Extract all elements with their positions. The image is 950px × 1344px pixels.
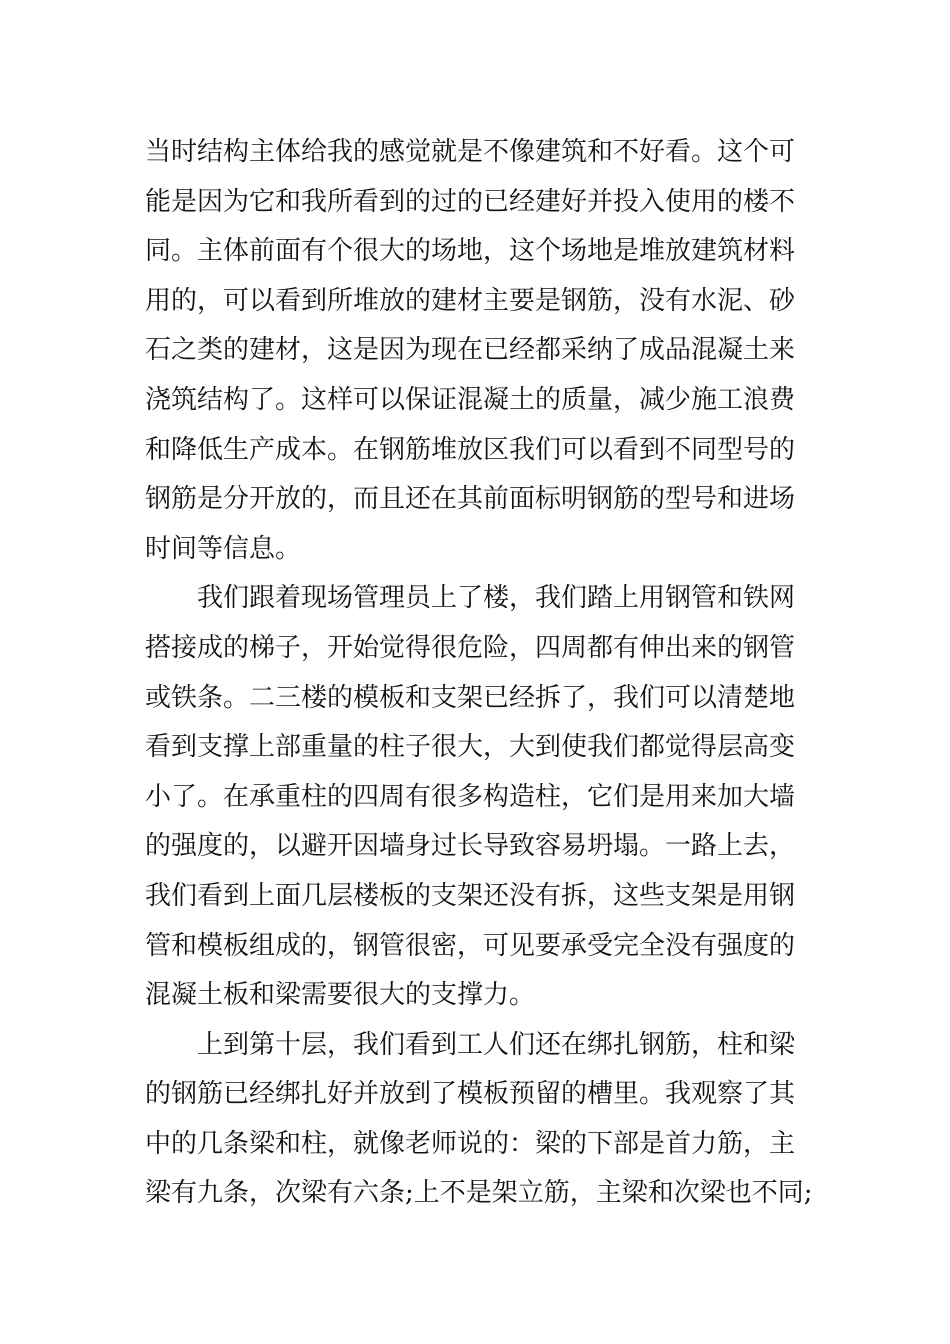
paragraph-1-line-5: 石之类的建材，这是因为现在已经都采纳了成品混凝土来 (145, 335, 796, 366)
paragraph-3-line-2: 的钢筋已经绑扎好并放到了模板预留的槽里。我观察了其 (145, 1079, 796, 1110)
paragraph-1-line-7: 和降低生产成本。在钢筋堆放区我们可以看到不同型号的 (145, 434, 796, 465)
paragraph-1-line-8: 钢筋是分开放的，而且还在其前面标明钢筋的型号和进场 (145, 484, 796, 515)
paragraph-1-line-1: 当时结构主体给我的感觉就是不像建筑和不好看。这个可 (145, 137, 796, 167)
paragraph-1-line-3: 同。主体前面有个很大的场地，这个场地是堆放建筑材料 (145, 236, 796, 267)
paragraph-2-line-5: 小了。在承重柱的四周有很多构造柱，它们是用来加大墙 (145, 781, 796, 812)
paragraph-3-line-4: 梁有九条，次梁有六条;上不是架立筋，主梁和次梁也不同; (145, 1178, 813, 1209)
paragraph-2-line-3: 或铁条。二三楼的模板和支架已经拆了，我们可以清楚地 (145, 682, 796, 713)
paragraph-2-line-4: 看到支撑上部重量的柱子很大，大到使我们都觉得层高变 (145, 732, 796, 763)
paragraph-2-line-9: 混凝土板和梁需要很大的支撑力。 (145, 980, 536, 1011)
paragraph-3-line-3: 中的几条梁和柱，就像老师说的：梁的下部是首力筋，主 (145, 1128, 796, 1159)
paragraph-1-line-9: 时间等信息。 (145, 533, 302, 564)
body-text (145, 128, 825, 1219)
paragraph-1-line-6: 浇筑结构了。这样可以保证混凝土的质量，减少施工浪费 (145, 384, 796, 415)
paragraph-1-line-2: 能是因为它和我所看到的过的已经建好并投入使用的楼不 (145, 186, 796, 217)
paragraph-2-line-1: 我们跟着现场管理员上了楼，我们踏上用钢管和铁网 (197, 583, 796, 614)
paragraph-2-line-6: 的强度的，以避开因墙身过长导致容易坍塌。一路上去， (145, 831, 796, 862)
paragraph-2-line-8: 管和模板组成的，钢管很密，可见要承受完全没有强度的 (145, 930, 796, 961)
paragraph-2-line-2: 搭接成的梯子，开始觉得很危险，四周都有伸出来的钢管 (145, 632, 796, 663)
paragraph-1-line-4: 用的，可以看到所堆放的建材主要是钢筋，没有水泥、砂 (145, 285, 796, 316)
paragraph-2-line-7: 我们看到上面几层楼板的支架还没有拆，这些支架是用钢 (145, 880, 796, 911)
paragraph-3-line-1: 上到第十层，我们看到工人们还在绑扎钢筋，柱和梁 (197, 1029, 796, 1060)
